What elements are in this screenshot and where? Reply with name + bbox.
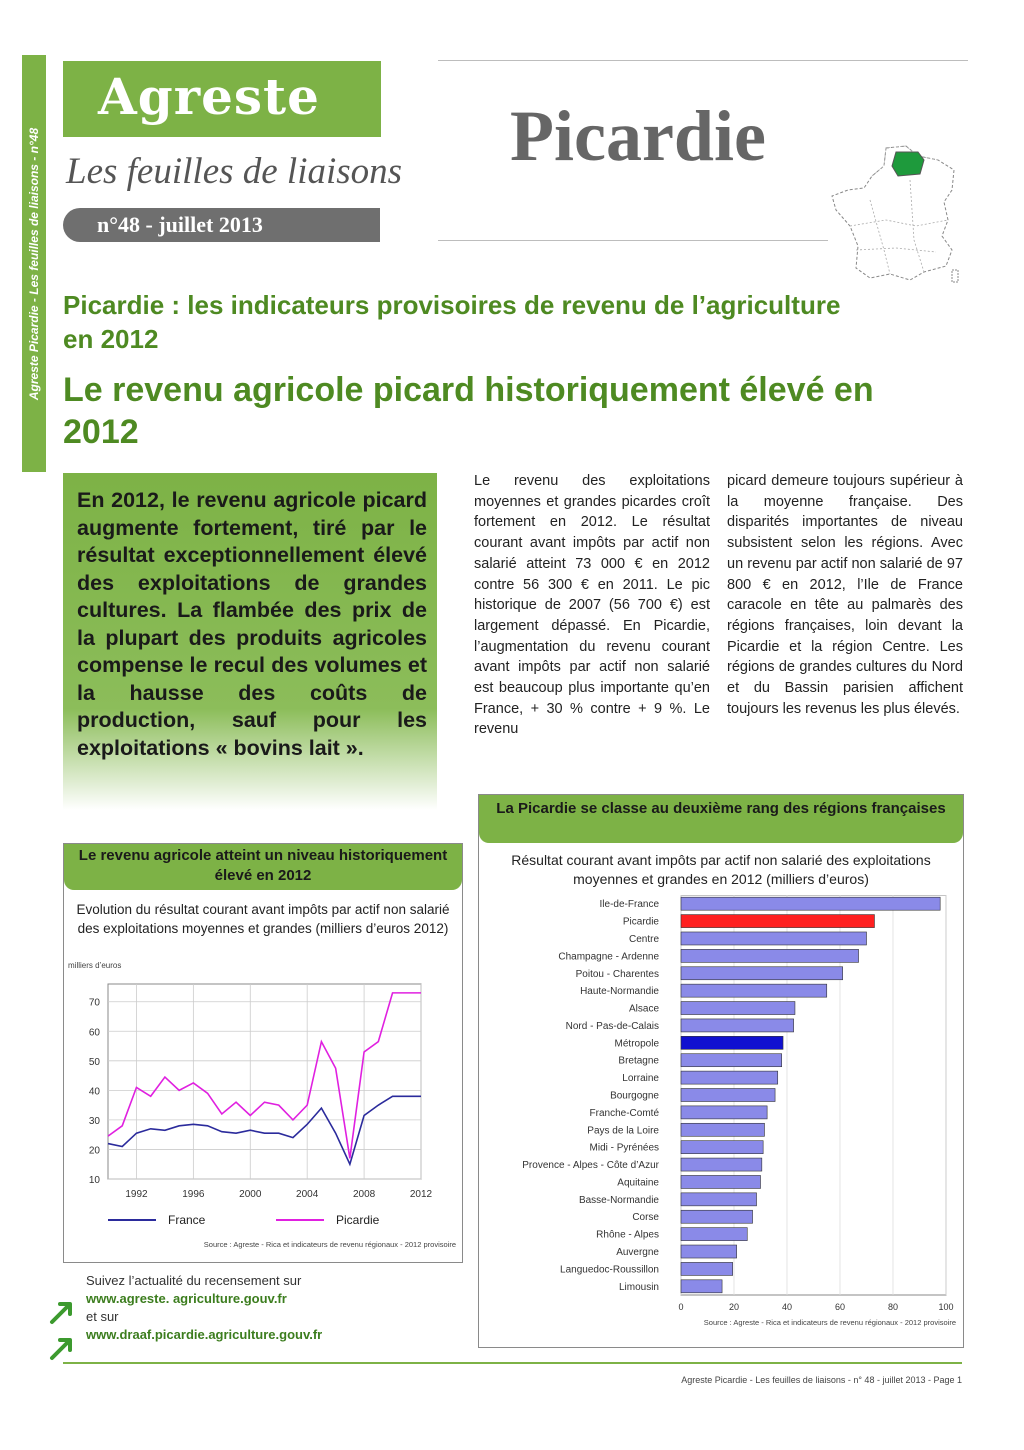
- line-chart-title: Evolution du résultat courant avant impôts par actif non salarié des exploitations moyennes et grandes (milliers d’euros 2012): [76, 902, 450, 936]
- footer-rule: [63, 1362, 962, 1364]
- article-headline: Le revenu agricole picard historiquement élevé en 2012: [63, 371, 874, 451]
- x-tick-label: 2008: [352, 1189, 376, 1200]
- x-tick-label: 80: [887, 1302, 899, 1312]
- x-tick-label: 1992: [125, 1189, 148, 1200]
- publication-subtitle: Les feuilles de liaisons: [66, 151, 403, 192]
- category-label: Haute-Normandie: [580, 986, 659, 998]
- x-tick-label: 100: [938, 1302, 954, 1312]
- bar-chart: [479, 895, 963, 1345]
- body-column-1: Le revenu des exploitations moyennes et grandes picardes croît fortement en 2012. Le résultat courant avant impôts par actif non salarié atteint 73 000 € en 2012 contre 56 300 € en 2011. Le pic historique de 2007 (56 700 €) est largement dépassé. En Picardie, l’augmentation du revenu courant avant impôts par actif non salarié est beaucoup plus importante qu’en France, + 30 % contre + 9 %. Le revenu: [474, 473, 710, 738]
- x-tick-label: 2000: [239, 1189, 262, 1200]
- y-tick-label: 10: [88, 1175, 100, 1186]
- bar: [681, 1123, 764, 1136]
- bar: [681, 1106, 767, 1119]
- category-label: Ile-de-France: [599, 899, 659, 911]
- chart-source: Source : Agreste - Rica et indicateurs de revenu régionaux - 2012 provisoire: [203, 1240, 456, 1249]
- y-tick-label: 30: [88, 1115, 100, 1127]
- issue-badge: n°48 - juillet 2013: [63, 208, 380, 242]
- bar: [681, 1089, 775, 1102]
- bar: [681, 1228, 747, 1241]
- x-tick-label: 2004: [296, 1189, 319, 1200]
- line-chart-box-title: Le revenu agricole atteint un niveau historiquement élevé en 2012: [64, 844, 462, 890]
- x-tick-label: 1996: [182, 1189, 205, 1200]
- y-tick-label: 40: [88, 1086, 100, 1098]
- bar: [681, 897, 940, 910]
- bar: [681, 1210, 753, 1223]
- category-label: Pays de la Loire: [587, 1125, 659, 1137]
- category-label: Poitou - Charentes: [575, 968, 659, 980]
- divider-top: [438, 60, 968, 61]
- x-tick-label: 60: [834, 1302, 846, 1312]
- bar: [681, 1245, 737, 1258]
- green-arrow-icon: [48, 1296, 78, 1326]
- bar: [681, 1002, 795, 1015]
- x-tick-label: 0: [678, 1302, 684, 1312]
- bar: [681, 915, 874, 928]
- lead-box: [63, 473, 437, 810]
- y-axis-label: milliers d’euros: [68, 961, 122, 970]
- chart-source: Source : Agreste - Rica et indicateurs de revenu régionaux - 2012 provisoire: [703, 1318, 956, 1327]
- bar-chart-box-title: La Picardie se classe au deuxième rang des régions françaises: [479, 795, 963, 843]
- category-label: Franche-Comté: [589, 1107, 659, 1119]
- follow-and: et sur: [86, 1309, 119, 1324]
- x-tick-label: 40: [781, 1302, 793, 1312]
- link-draaf[interactable]: www.draaf.picardie.agriculture.gouv.fr: [86, 1327, 323, 1342]
- category-label: Rhône - Alpes: [596, 1229, 659, 1241]
- brand-logo: Agreste: [63, 61, 381, 137]
- bar-chart-title: Résultat courant avant impôts par actif non salarié des exploitations moyennes et grandes en 2012 (milliers d’euros): [511, 852, 931, 887]
- category-label: Limousin: [618, 1281, 659, 1293]
- lead-text: En 2012, le revenu agricole picard augmente fortement, tiré par le résultat exceptionnellement élevé des exploitations de grandes cultures. La flambée des prix de la plupart des produits agricoles compense le recul des volumes et la hausse des coûts de production, sauf pour les exploitations « bovins lait ».: [77, 488, 427, 760]
- category-label: Auvergne: [616, 1247, 659, 1259]
- divider-bottom: [438, 240, 828, 241]
- line-chart-box: [63, 843, 463, 1263]
- article-kicker: Picardie : les indicateurs provisoires de revenu de l’agriculture en 2012: [63, 290, 841, 354]
- category-label: Centre: [628, 933, 659, 945]
- bar: [681, 932, 867, 945]
- y-tick-label: 60: [88, 1027, 100, 1039]
- category-label: Provence - Alpes - Côte d’Azur: [522, 1160, 659, 1172]
- bar: [681, 1054, 782, 1067]
- category-label: Bourgogne: [610, 1090, 659, 1102]
- x-tick-label: 2012: [409, 1189, 433, 1200]
- legend-label-picardie: Picardie: [336, 1213, 380, 1227]
- follow-block: [86, 1272, 322, 1344]
- y-tick-label: 20: [88, 1145, 100, 1157]
- category-label: Lorraine: [622, 1073, 659, 1085]
- bar: [681, 1036, 783, 1049]
- bar: [681, 949, 859, 962]
- region-title: Picardie: [510, 96, 766, 176]
- category-label: Midi - Pyrénées: [589, 1142, 659, 1154]
- category-label: Aquitaine: [617, 1177, 659, 1189]
- page-footer: Agreste Picardie - Les feuilles de liaisons - n° 48 - juillet 2013 - Page 1: [681, 1375, 962, 1385]
- bar: [681, 1141, 763, 1154]
- bar: [681, 967, 843, 980]
- bar: [681, 1019, 794, 1032]
- category-label: Bretagne: [618, 1055, 659, 1067]
- bar: [681, 1158, 762, 1171]
- bar: [681, 1193, 757, 1206]
- follow-intro: Suivez l’actualité du recensement sur: [86, 1273, 302, 1288]
- link-agreste[interactable]: www.agreste. agriculture.gouv.fr: [86, 1291, 287, 1306]
- category-label: Métropole: [614, 1038, 659, 1050]
- bar: [681, 1175, 761, 1188]
- line-chart: [64, 954, 462, 1260]
- category-label: Corse: [632, 1212, 659, 1224]
- bar: [681, 1262, 733, 1275]
- category-label: Nord - Pas-de-Calais: [565, 1020, 659, 1032]
- category-label: Alsace: [628, 1003, 659, 1015]
- x-tick-label: 20: [728, 1302, 740, 1312]
- category-label: Picardie: [622, 916, 659, 928]
- bar: [681, 984, 827, 997]
- sidebar-vertical-text: Agreste Picardie - Les feuilles de liaisons - n°48: [27, 127, 41, 400]
- legend-label-france: France: [168, 1213, 206, 1227]
- green-arrow-icon: [48, 1332, 78, 1362]
- category-label: Basse-Normandie: [578, 1194, 659, 1206]
- category-label: Champagne - Ardenne: [558, 951, 659, 963]
- body-column-2: picard demeure toujours supérieur à la moyenne française. Des disparités importantes de niveau subsistent selon les régions. Avec un revenu par actif non salarié de 97 800 € en 2012, l’Ile de France caracole en tête au palmarès des régions françaises, loin devant la Picardie et la région Centre. Les régions de grandes cultures du Nord et du Bassin parisien affichent toujours les revenus les plus élevés.: [727, 473, 963, 717]
- y-tick-label: 70: [88, 997, 100, 1009]
- bar-chart-box: [478, 794, 964, 1348]
- bar: [681, 1280, 722, 1293]
- y-tick-label: 50: [88, 1056, 100, 1068]
- category-label: Languedoc-Roussillon: [560, 1264, 659, 1276]
- france-map-icon: [826, 140, 966, 290]
- bar: [681, 1071, 778, 1084]
